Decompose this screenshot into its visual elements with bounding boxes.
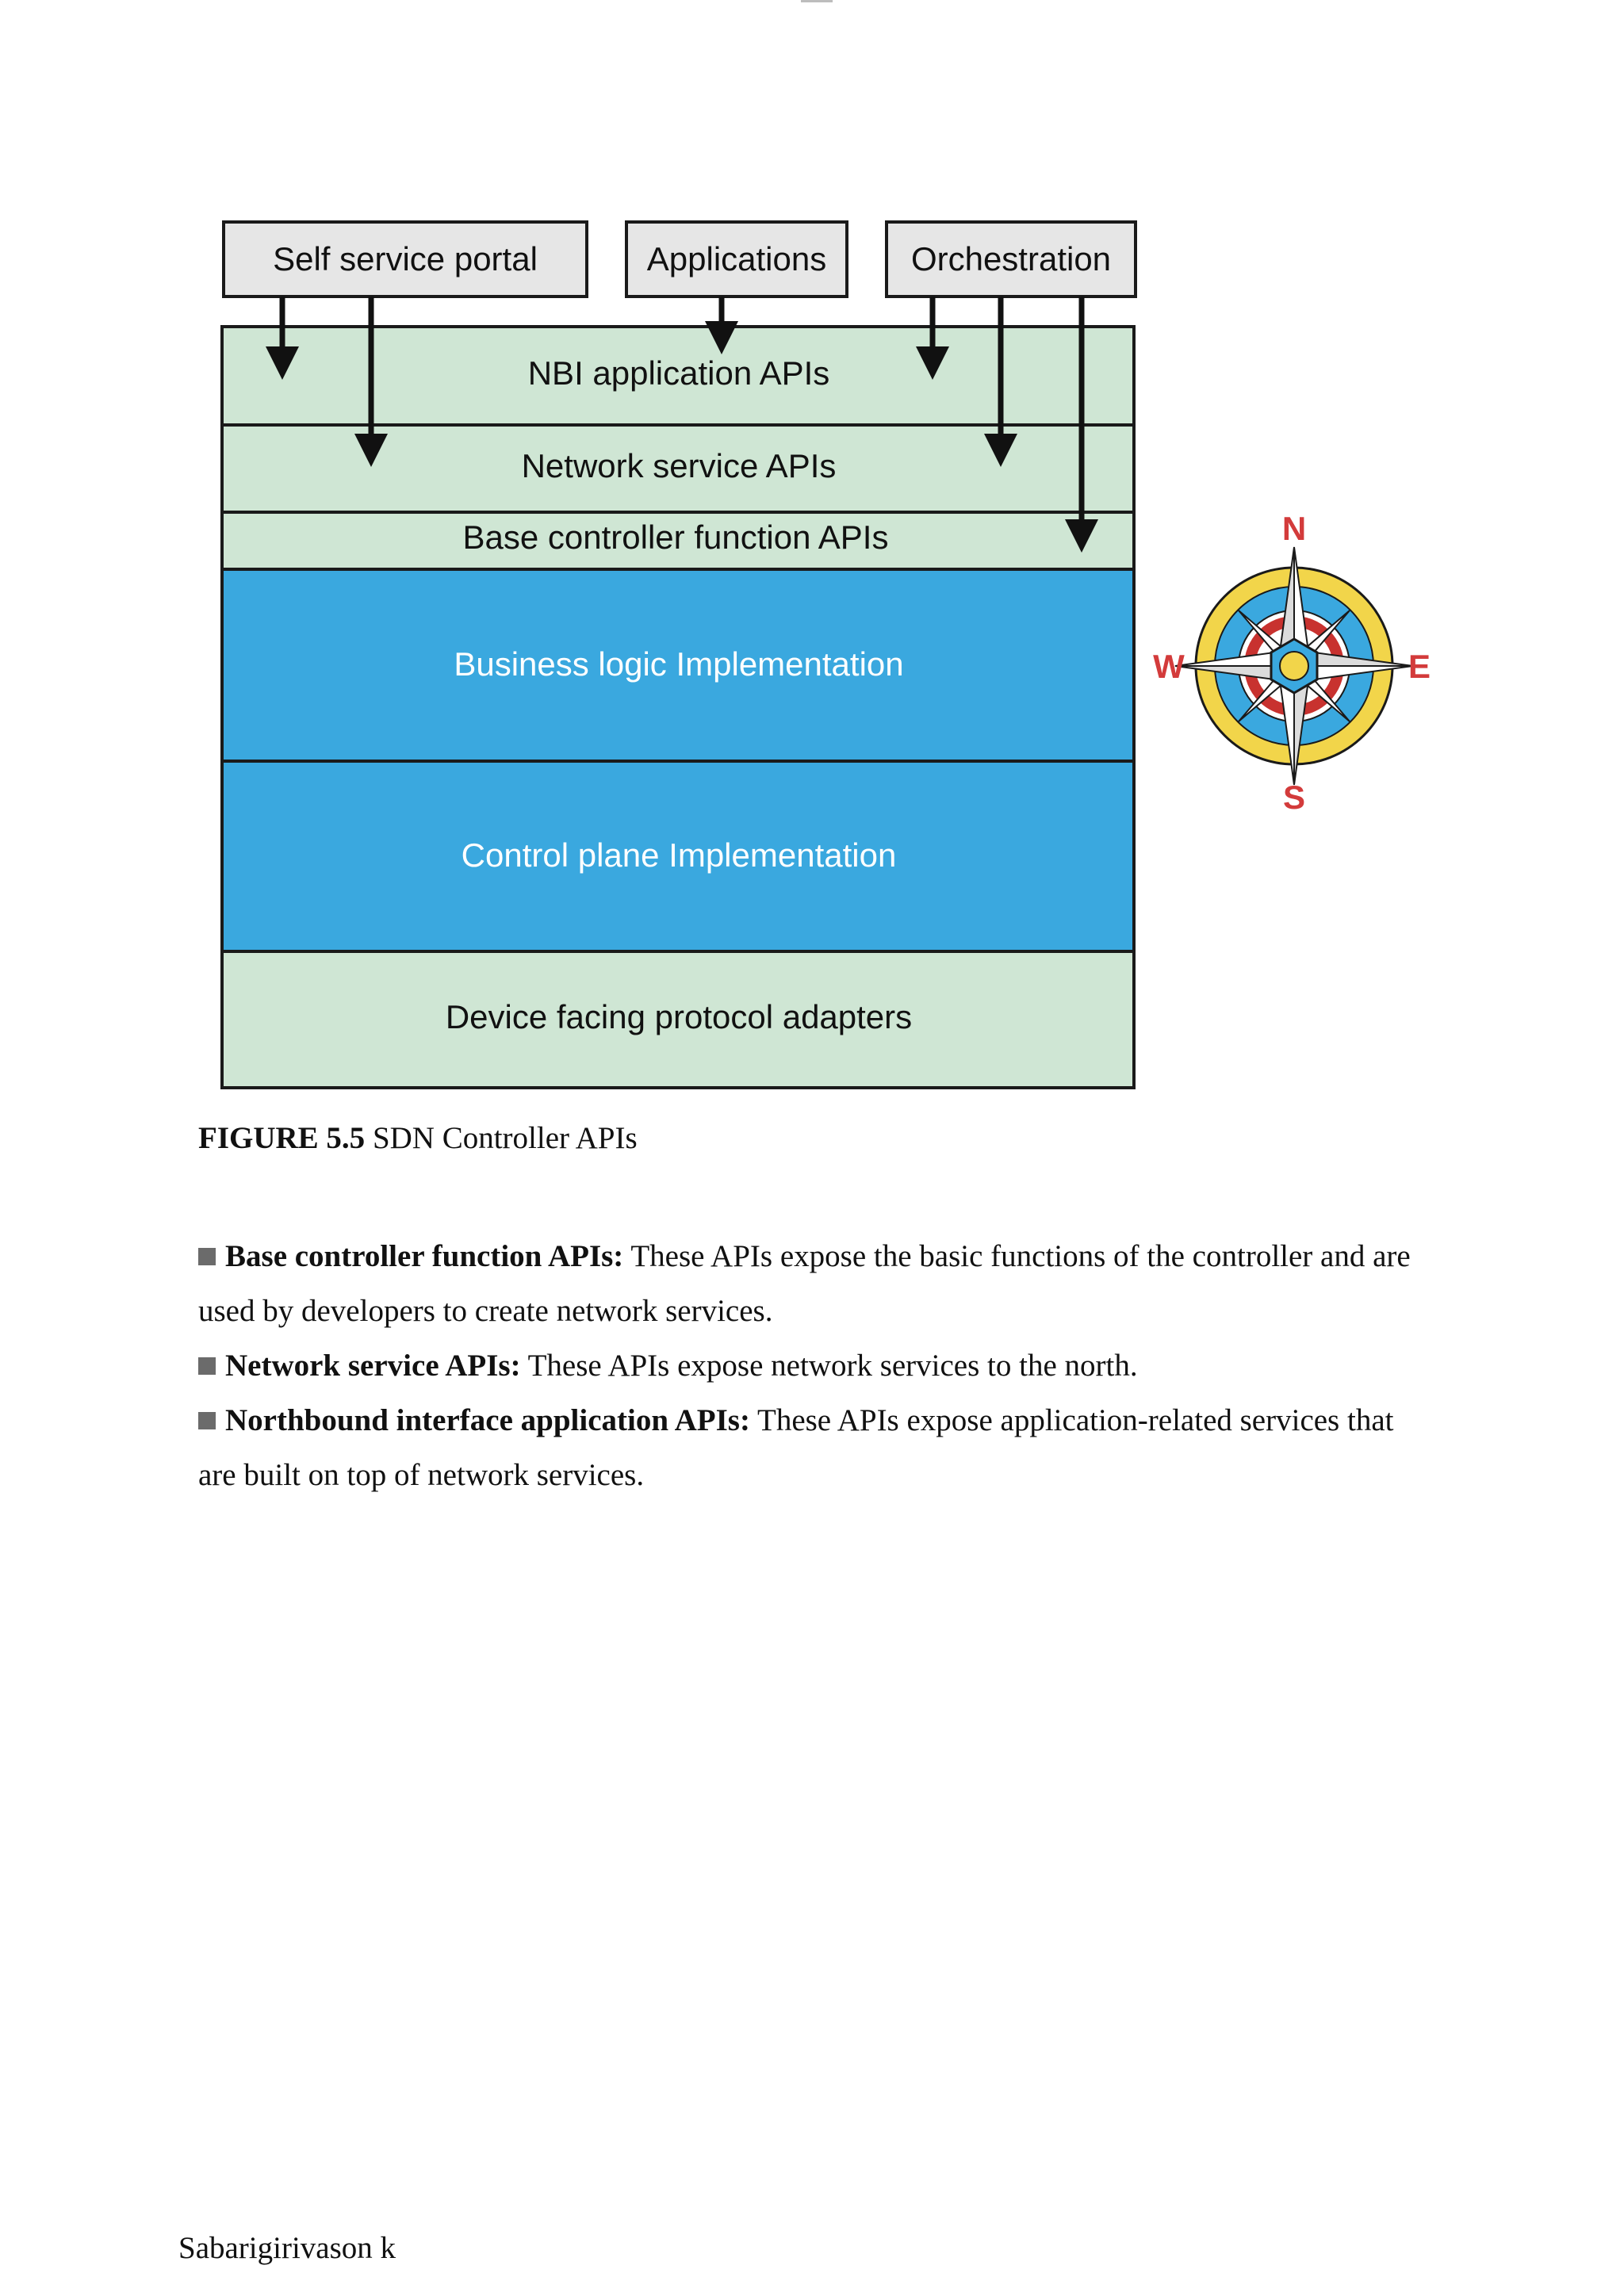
business-logic-layer-label: Business logic Implementation [454,645,904,683]
sdn-controller-diagram [0,0,1624,1110]
nbi-layer-label: NBI application APIs [527,354,830,392]
bullet-text: These APIs expose network services to the north. [520,1349,1138,1383]
orchestration-label: Orchestration [910,240,1112,277]
bullet-text: These APIs expose application-related services that are built on top of network services. [198,1403,1394,1492]
compass-south-label: S [1282,779,1306,816]
compass-west-label: W [1153,648,1185,685]
network-service-layer-label: Network service APIs [521,447,837,484]
bullet-square-icon [198,1248,216,1265]
applications-label: Applications [646,240,827,277]
bullet-square-icon [198,1357,216,1375]
self-service-portal-label: Self service portal [273,240,538,277]
figure-caption-label: FIGURE 5.5 [198,1121,366,1155]
bullet-base-controller [198,1229,1435,1338]
compass-rose-icon [1153,510,1431,816]
device-facing-layer-label: Device facing protocol adapters [445,998,913,1035]
bullet-network-service [198,1338,1435,1393]
bullet-text: These APIs expose the basic functions of the controller and are used by developers to create network services. [198,1239,1411,1328]
bullet-term: Network service APIs: [225,1349,521,1383]
footer-author: Sabarigirivason k [178,2231,396,2265]
base-controller-layer-label: Base controller function APIs [462,519,889,556]
figure-caption [198,1119,638,1158]
control-plane-layer-label: Control plane Implementation [461,836,897,874]
bullet-square-icon [198,1412,216,1429]
bullet-term: Northbound interface application APIs: [225,1403,750,1437]
bullet-term: Base controller function APIs: [225,1239,624,1273]
figure-caption-text: SDN Controller APIs [365,1121,638,1155]
compass-east-label: E [1408,648,1431,685]
bullet-northbound [198,1393,1435,1502]
compass-north-label: N [1281,510,1307,547]
